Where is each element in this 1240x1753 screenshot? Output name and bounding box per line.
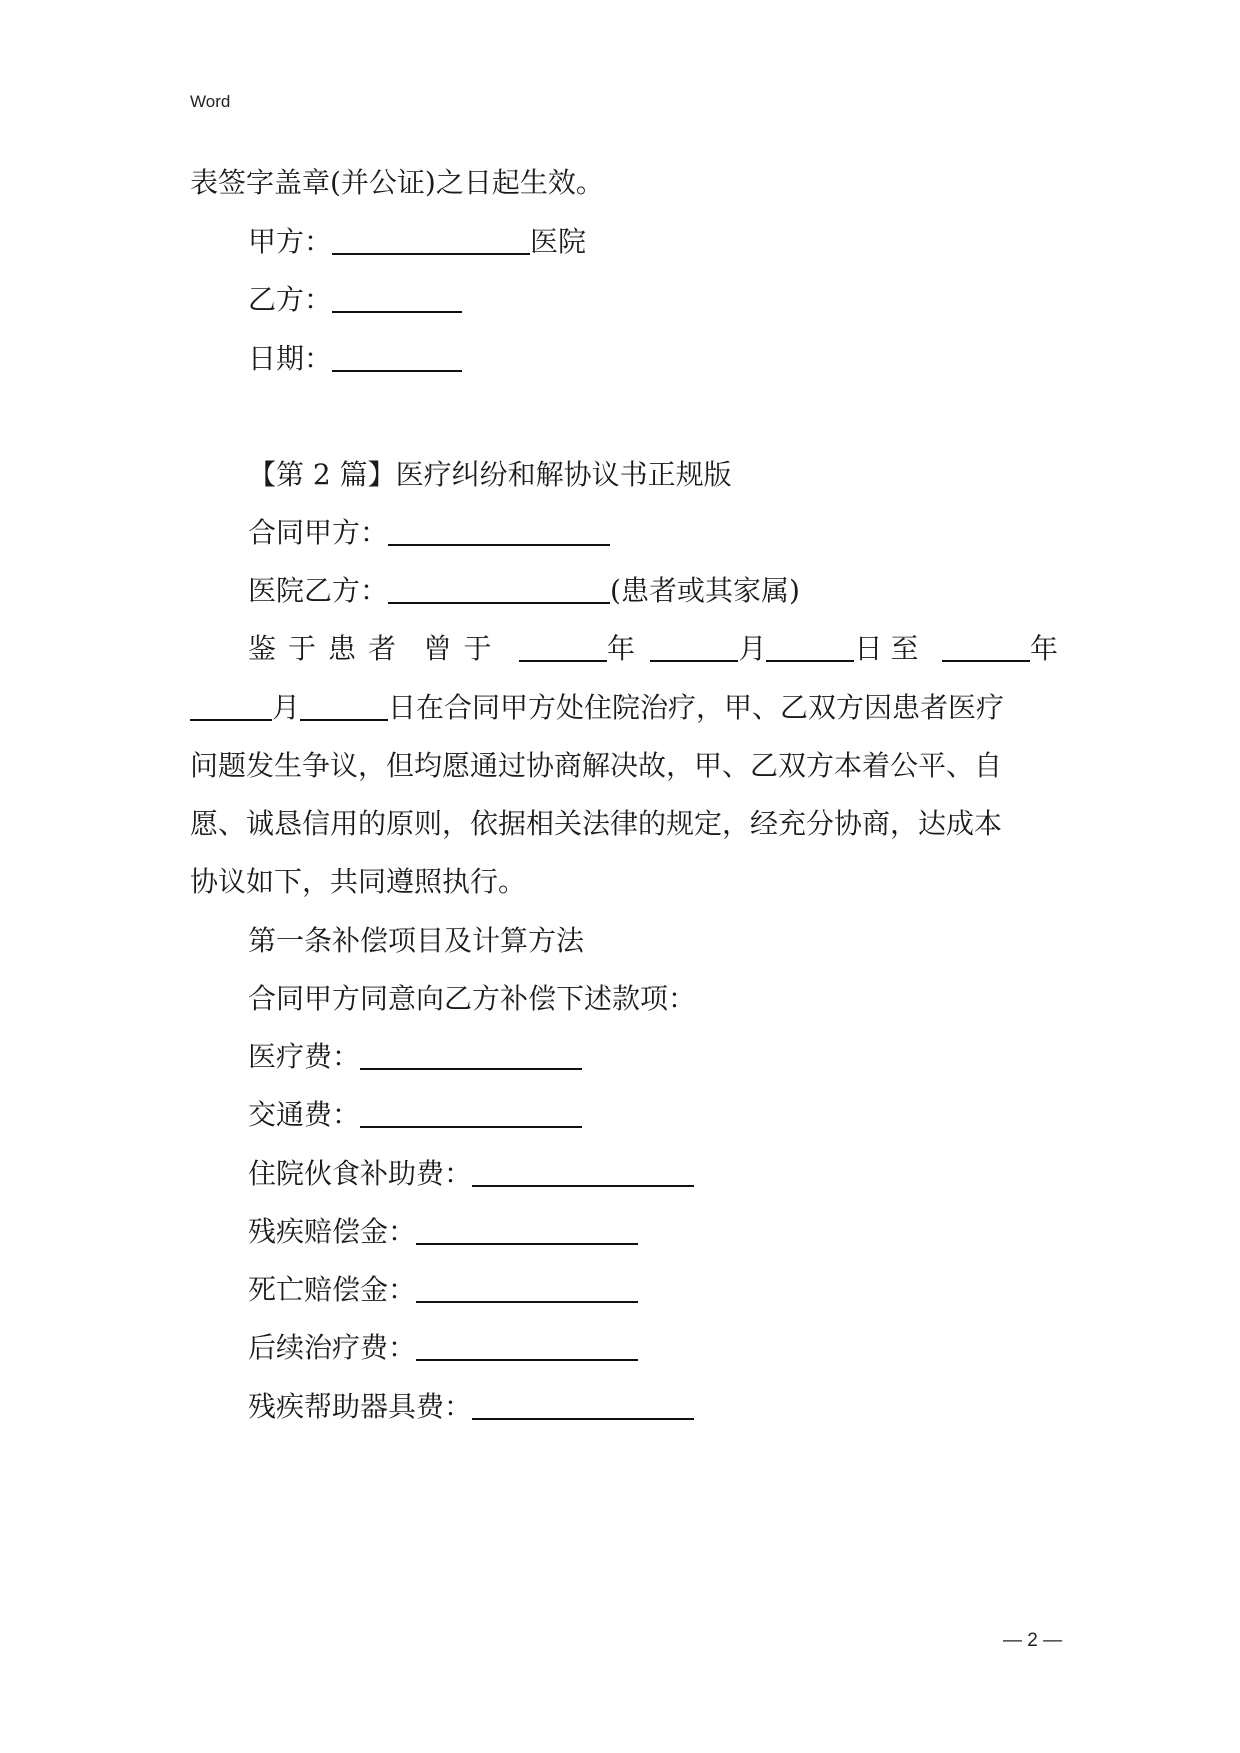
contract-a-line (248, 513, 610, 553)
section2-title-text: 【第 2 篇】医疗纠纷和解协议书正规版 (248, 458, 732, 491)
contract-b-blank (388, 572, 610, 604)
item-death-compensation (248, 1270, 638, 1310)
date-line (248, 339, 462, 379)
para1-yue1: 月 (738, 632, 767, 665)
para1-group1 (519, 629, 635, 669)
item-label: 交通费： (248, 1098, 361, 1131)
item-blank (360, 1096, 582, 1128)
item-blank (472, 1155, 694, 1187)
item-disability-compensation (248, 1212, 638, 1252)
para1-rizhi: 日至 (854, 632, 927, 665)
page-number: — 2 — (1003, 1630, 1063, 1651)
para1-line2 (190, 688, 1004, 728)
party-a-suffix: 医院 (530, 225, 587, 258)
party-a-label: 甲方： (248, 225, 333, 258)
date-blank (332, 340, 462, 372)
intro-line (190, 163, 604, 203)
section2-title (248, 455, 732, 495)
month-blank-2 (190, 689, 272, 721)
item-blank (360, 1038, 582, 1070)
para1-word2: 曾于 (423, 632, 504, 665)
year-blank-1 (519, 630, 607, 662)
party-a-blank (332, 223, 530, 255)
para1-group2 (650, 629, 926, 669)
month-blank-1 (650, 630, 738, 662)
item-followup-treatment (248, 1328, 638, 1368)
item-label: 残疾赔偿金： (248, 1215, 417, 1248)
article1-intro-text: 合同甲方同意向乙方补偿下述款项： (248, 982, 697, 1015)
para1-line1 (248, 629, 1058, 669)
party-a-line (248, 222, 586, 262)
party-b-blank (332, 281, 462, 313)
item-label: 医疗费： (248, 1040, 361, 1073)
para1-nian1: 年 (606, 632, 635, 665)
article1-title (248, 921, 584, 961)
para1-line3 (190, 746, 1002, 786)
contract-a-label: 合同甲方： (248, 516, 389, 549)
para1-line4 (190, 804, 1002, 844)
para1-group3 (942, 629, 1058, 669)
date-label: 日期： (248, 342, 333, 375)
year-blank-2 (942, 630, 1030, 662)
para1-line2-yue: 月 (272, 691, 301, 724)
contract-b-line (248, 571, 800, 611)
item-blank (416, 1213, 638, 1245)
intro-text: 表签字盖章(并公证)之日起生效。 (190, 166, 604, 199)
article1-title-text: 第一条补偿项目及计算方法 (248, 924, 585, 957)
header-label: Word (190, 92, 231, 111)
item-blank (472, 1388, 694, 1420)
party-b-line (248, 280, 462, 320)
contract-b-label: 医院乙方： (248, 574, 389, 607)
contract-a-blank (388, 514, 610, 546)
para1-word1: 鉴于患者 (248, 632, 409, 665)
item-disability-aid (248, 1387, 694, 1427)
article1-intro (248, 979, 696, 1019)
item-blank (416, 1271, 638, 1303)
item-medical-fee (248, 1037, 582, 1077)
day-blank-1 (766, 630, 854, 662)
item-transport-fee (248, 1095, 582, 1135)
item-label: 死亡赔偿金： (248, 1273, 417, 1306)
para1-nian2: 年 (1029, 632, 1058, 665)
contract-b-suffix: (患者或其家属) (610, 574, 800, 607)
item-blank (416, 1329, 638, 1361)
item-label: 残疾帮助器具费： (248, 1390, 473, 1423)
para1-line3-text: 问题发生争议，但均愿通过协商解决故，甲、乙双方本着公平、自 (190, 749, 1003, 782)
item-label: 住院伙食补助费： (248, 1157, 473, 1190)
para1-line5-text: 协议如下，共同遵照执行。 (190, 865, 527, 898)
item-label: 后续治疗费： (248, 1331, 417, 1364)
para1-line4-text: 愿、诚恳信用的原则，依据相关法律的规定，经充分协商，达成本 (190, 807, 1003, 840)
day-blank-2 (300, 689, 388, 721)
item-meal-subsidy (248, 1154, 694, 1194)
para1-line2-rest: 日在合同甲方处住院治疗，甲、乙双方因患者医疗 (388, 691, 1005, 724)
party-b-label: 乙方： (248, 283, 333, 316)
para1-line5 (190, 862, 526, 902)
